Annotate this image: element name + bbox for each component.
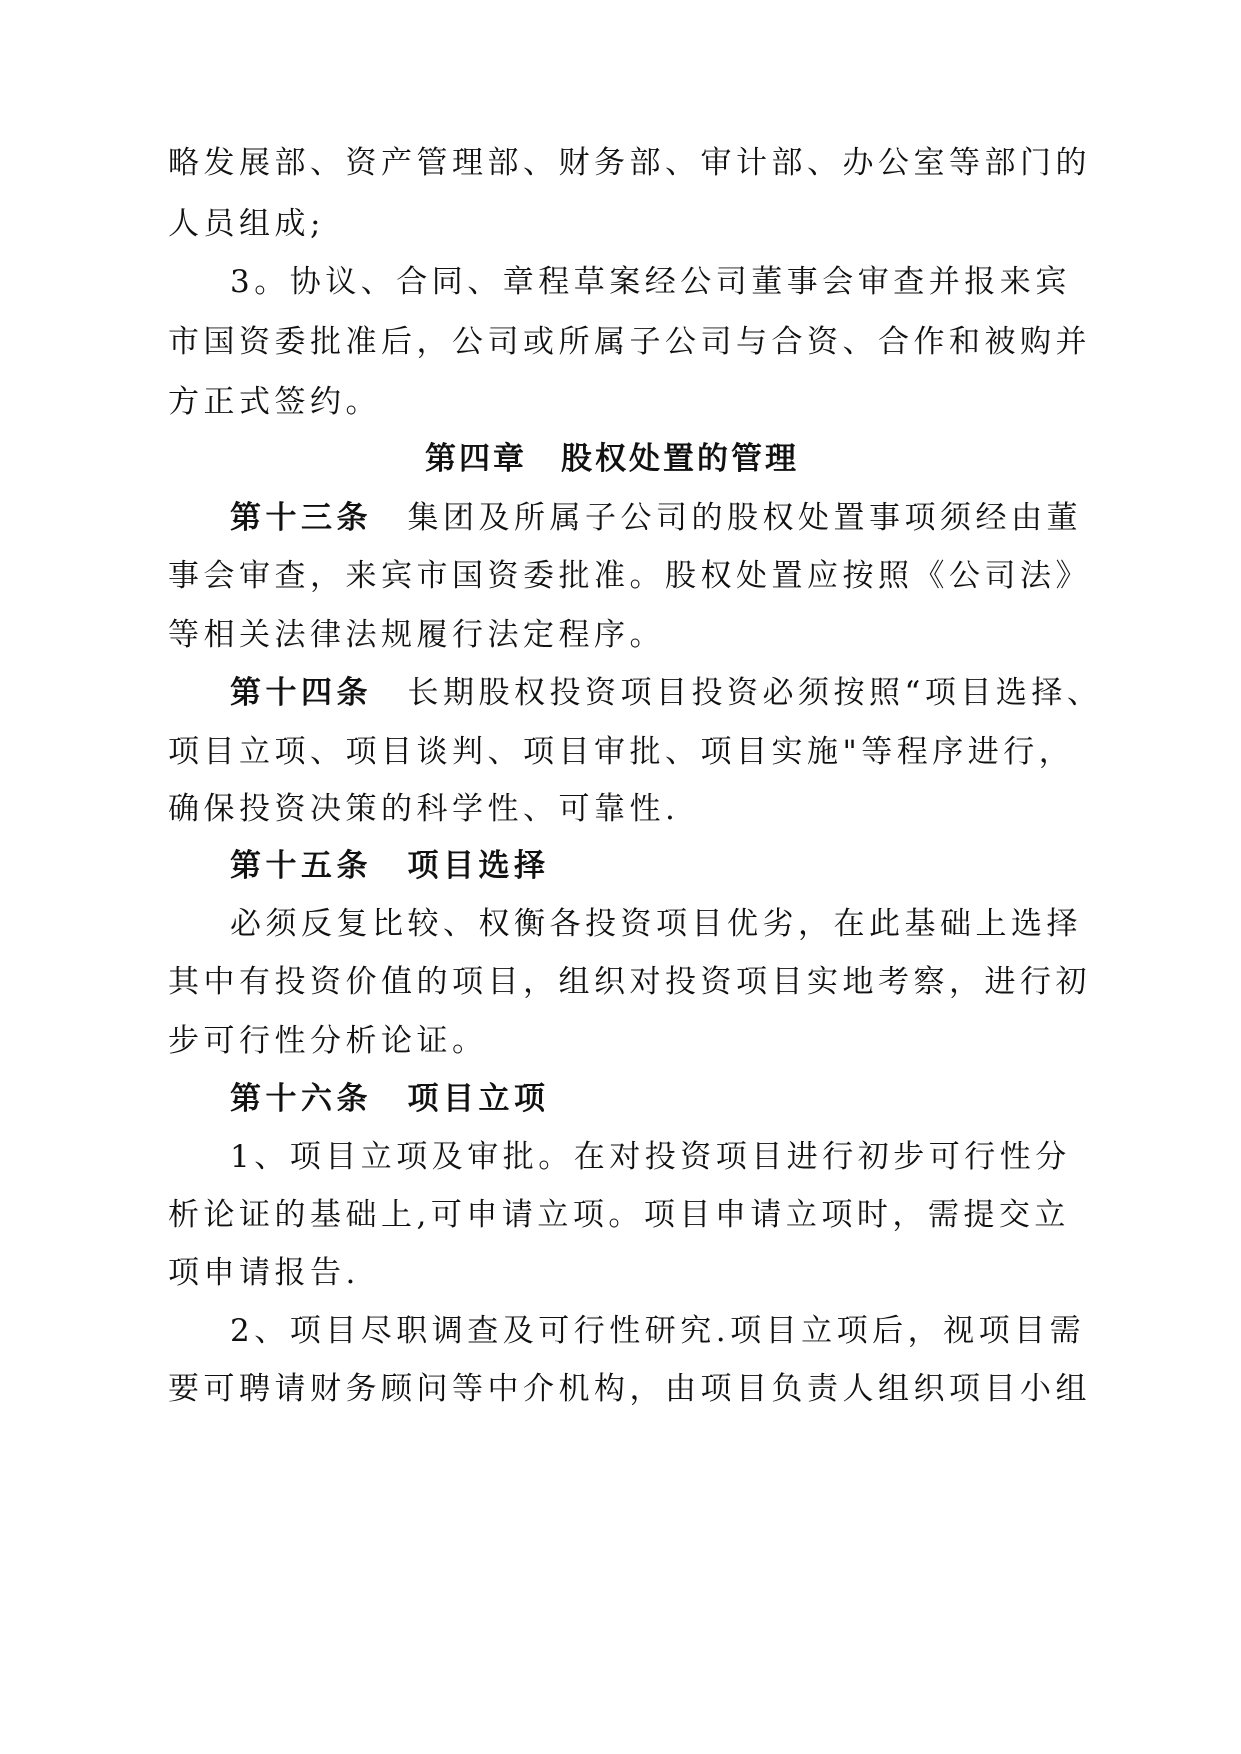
paragraph-line: 要可聘请财务顾问等中介机构，由项目负责人组织项目小组 [168,1371,1091,1407]
paragraph-line: 步可行性分析论证。 [168,1023,488,1059]
paragraph-line: 3。协议、合同、章程草案经公司董事会审查并报来宾 [230,264,1071,300]
paragraph-line: 等相关法律法规履行法定程序。 [168,617,665,653]
paragraph-line: 项目立项、项目谈判、项目审批、项目实施"等程序进行， [168,734,1075,770]
paragraph-line: 项申请报告. [168,1255,360,1291]
article-text: 集团及所属子公司的股权处置事项须经由董 [372,500,1082,536]
paragraph-line: 事会审查，来宾市国资委批准。股权处置应按照《公司法》 [168,558,1091,594]
paragraph-line: 1、项目立项及审批。在对投资项目进行初步可行性分 [230,1139,1071,1175]
paragraph-line: 方正式签约。 [168,384,381,420]
article-label: 第十三条 [230,500,372,536]
article-line [230,673,1241,713]
article-text: 长期股权投资项目投资必须按照“项目选择、 [372,675,1103,711]
article-line [230,498,1241,538]
paragraph-line: 略发展部、资产管理部、财务部、审计部、办公室等部门的 [168,145,1091,181]
paragraph-line: 2、项目尽职调查及可行性研究.项目立项后，视项目需 [230,1313,1086,1349]
chapter-heading: 第四章 股权处置的管理 [425,441,799,477]
article-label: 第十四条 [230,675,372,711]
article-line [230,1079,1241,1119]
paragraph-line: 确保投资决策的科学性、可靠性. [168,791,680,827]
article-label: 第十六条 项目立项 [230,1081,550,1117]
paragraph-line: 析论证的基础上,可申请立项。项目申请立项时，需提交立 [168,1197,1070,1233]
paragraph-line: 必须反复比较、权衡各投资项目优劣，在此基础上选择 [230,906,1082,942]
article-label: 第十五条 项目选择 [230,848,550,884]
paragraph-line: 其中有投资价值的项目，组织对投资项目实地考察，进行初 [168,964,1091,1000]
article-line [230,846,1241,886]
paragraph-line: 市国资委批准后，公司或所属子公司与合资、合作和被购并 [168,324,1091,360]
paragraph-line: 人员组成; [168,206,325,242]
